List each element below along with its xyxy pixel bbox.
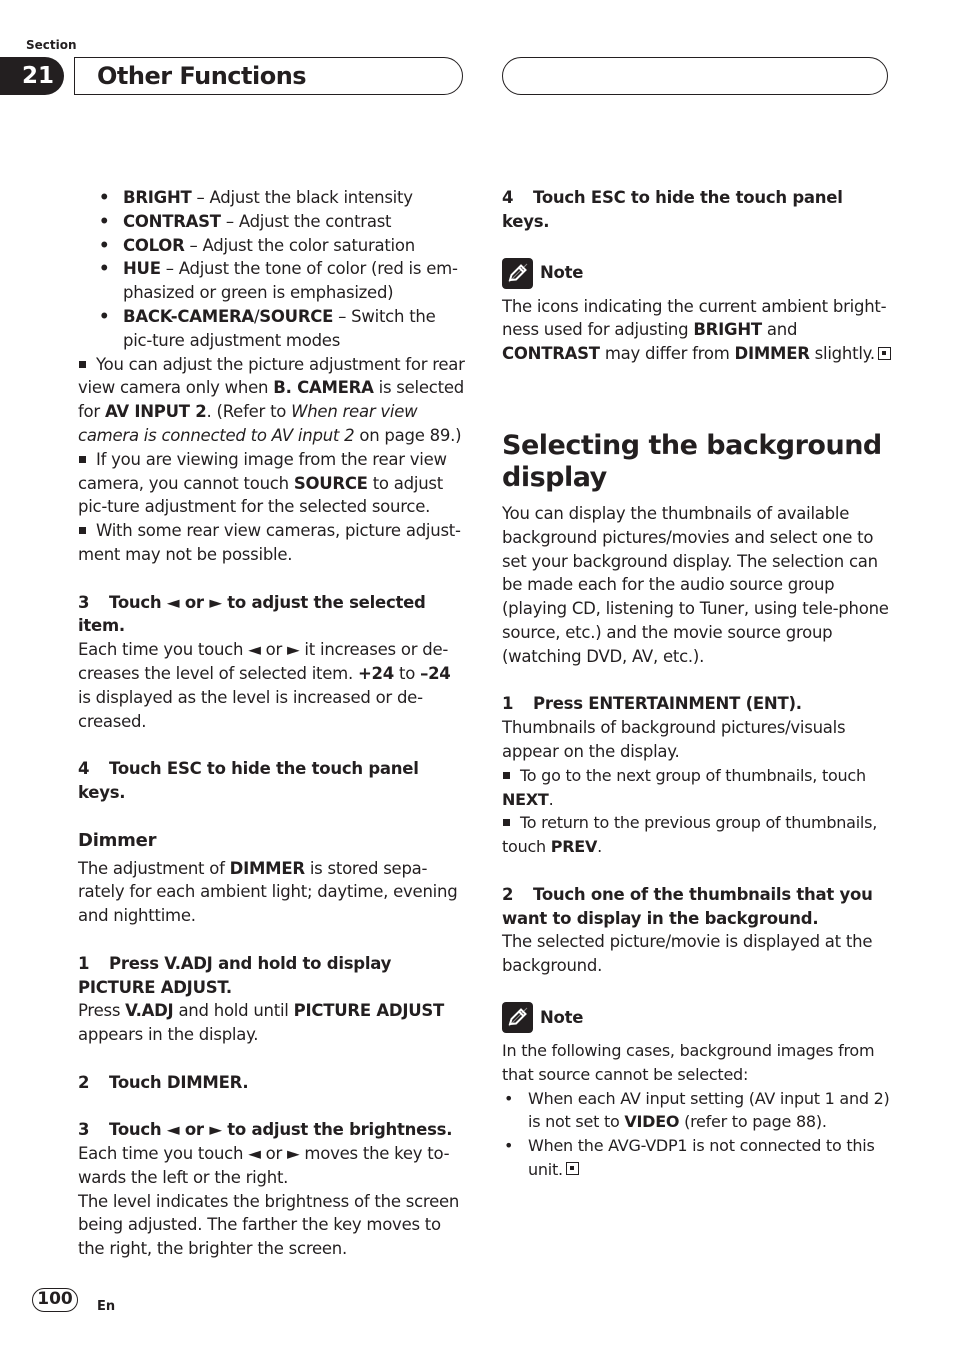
step-heading: 1 Press V.ADJ and hold to display PICTURE ADJUST.: [78, 953, 392, 997]
step-body: The level indicates the brightness of the screen being adjusted. The farther the key moves to the right, the brighter the screen.: [78, 1191, 460, 1259]
note-case-list: [502, 1087, 894, 1182]
step-heading: 4 Touch ESC to hide the touch panel keys.: [78, 759, 419, 802]
note-paragraph: You can adjust the picture adjustment for rear view camera only when B. CAMERA is selected for AV INPUT 2. (Refer to When rear view camera is connected to AV input 2 on page 89.): [78, 354, 465, 445]
step-heading: 2 Touch one of the thumbnails that you want to display in the background.: [502, 884, 873, 928]
step-heading: 1 Press ENTERTAINMENT (ENT).: [502, 694, 802, 714]
note-header: Note: [502, 258, 894, 289]
end-mark-icon: [878, 347, 891, 360]
list-item: • BRIGHT – Adjust the black intensity: [78, 186, 466, 210]
section-label: Section: [26, 38, 77, 52]
note-paragraph: To return to the previous group of thumbnails, touch PREV.: [502, 813, 878, 857]
step-body: Each time you touch ◄ or ► moves the key to-wards the left or the right.: [78, 1144, 450, 1187]
section-heading: Selecting the background display: [502, 429, 882, 493]
square-bullet-icon: [79, 527, 86, 534]
note-pencil-icon: [502, 1002, 533, 1033]
page-number: 100: [32, 1288, 78, 1312]
step-body: The selected picture/movie is displayed at the background.: [502, 932, 873, 976]
step-heading: 4 Touch ESC to hide the touch panel keys.: [502, 188, 843, 231]
list-item: • HUE – Adjust the tone of color (red is em-phasized or green is emphasized): [78, 257, 466, 305]
language-label: En: [97, 1299, 116, 1314]
note-paragraph: With some rear view cameras, picture adjust-ment may not be possible.: [78, 521, 461, 564]
list-item: • COLOR – Adjust the color saturation: [78, 234, 466, 258]
end-mark-icon: [566, 1162, 579, 1175]
list-item: • BACK-CAMERA/SOURCE – Switch the pic-ture adjustment modes: [78, 305, 466, 353]
note-text: The icons indicating the current ambient bright-ness used for adjusting BRIGHT and CONTRAST may differ from DIMMER slightly.: [502, 295, 894, 366]
step-heading: 2 Touch DIMMER.: [78, 1072, 249, 1092]
square-bullet-icon: [79, 361, 86, 368]
list-item: • When each AV input setting (AV input 1 and 2) is not set to VIDEO (refer to page 88).: [502, 1087, 894, 1135]
step-body: Press V.ADJ and hold until PICTURE ADJUST appears in the display.: [78, 1001, 444, 1045]
note-pencil-icon: [502, 258, 533, 289]
step-body: Each time you touch ◄ or ► it increases or de-creases the level of selected item. +24 to –24 is displayed as the level is increased or de-creased.: [78, 640, 451, 731]
section-number-badge: 21: [0, 57, 64, 95]
square-bullet-icon: [79, 456, 86, 463]
note-text: In the following cases, background images from that source cannot be selected:: [502, 1040, 875, 1084]
list-item: • When the AVG-VDP1 is not connected to this unit.: [502, 1134, 894, 1182]
step-body: Thumbnails of background pictures/visuals appear on the display.: [502, 718, 846, 761]
header-blank-box: [502, 57, 888, 95]
list-item: • CONTRAST – Adjust the contrast: [78, 210, 466, 234]
note-paragraph: If you are viewing image from the rear view camera, you cannot touch SOURCE to adjust pic-ture adjustment for the selected source.: [78, 449, 447, 517]
dimmer-heading: Dimmer: [78, 829, 157, 851]
square-bullet-icon: [503, 819, 510, 826]
chapter-title: Other Functions: [74, 57, 463, 95]
step-heading: 3 Touch ◄ or ► to adjust the brightness.: [78, 1120, 453, 1140]
right-column: [502, 186, 894, 1182]
left-column: [78, 186, 466, 1261]
dimmer-intro: The adjustment of DIMMER is stored sepa-rately for each ambient light; daytime, evening and nighttime.: [78, 858, 458, 926]
section-intro: You can display the thumbnails of available background pictures/movies and select one to set your background display. The selection can be made each for the audio source group (playing CD, listening to Tuner, using tele-phone source, etc.) and the movie source group (watching DVD, AV, etc.).: [502, 503, 889, 666]
note-header: Note: [502, 1002, 894, 1033]
adjustment-item-list: [78, 186, 466, 353]
note-paragraph: To go to the next group of thumbnails, touch NEXT.: [502, 765, 866, 809]
step-heading: 3 Touch ◄ or ► to adjust the selected item.: [78, 592, 426, 636]
square-bullet-icon: [503, 772, 510, 779]
